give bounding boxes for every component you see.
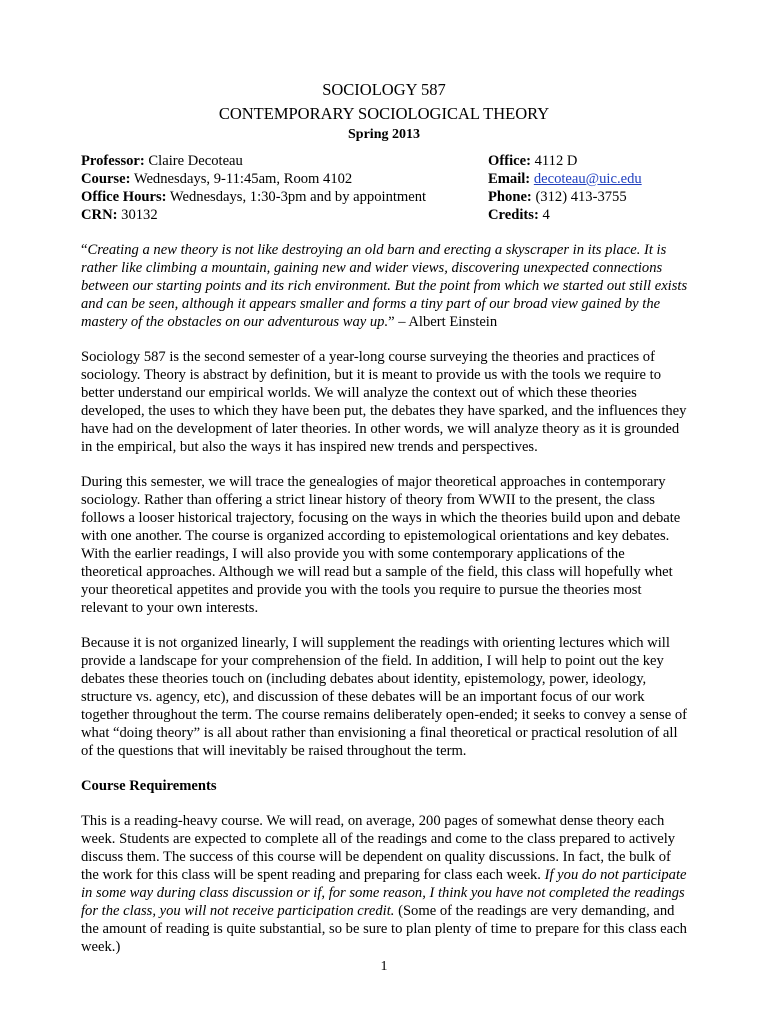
syllabus-header [0,80,768,144]
phone-label: Phone: [488,189,532,205]
office-value: 4112 D [534,153,578,169]
course-requirements-heading: Course Requirements [81,778,217,794]
organization-paragraph: Because it is not organized linearly, I will supplement the readings with orienting lectures which will provide a landscape for your comprehension of the field. In addition, I will help to point out the key debates these theories touch on (including debates about identity, epistemology, power, ideology, structure vs. agency, etc), and discussion of these debates will be an important focus of our work together throughout the term. The course remains deliberately open-ended; it seeks to convey a sense of what “doing theory” is all about rather than envisioning a final theoretical or practical resolution of all of the questions that will inevitably be raised throughout the term. [81,635,687,759]
office-hours-value: Wednesdays, 1:30-3pm and by appointment [169,189,427,205]
crn-value: 30132 [121,207,158,223]
office-hours-field [81,188,488,206]
crn-field [81,206,488,224]
info-row-1 [81,152,701,170]
syllabus-body [81,241,688,973]
office-label: Office: [488,153,531,169]
course-time-field [81,170,488,188]
credits-label: Credits: [488,207,539,223]
crn-label: CRN: [81,207,118,223]
einstein-quote [81,241,688,331]
course-title: CONTEMPORARY SOCIOLOGICAL THEORY [218,104,550,123]
phone-value: (312) 413-3755 [535,189,627,205]
email-field [488,170,642,188]
info-row-3 [81,188,701,206]
professor-field [81,152,488,170]
requirements-italic-text: If you do not participate in some way during class discussion or if, for some reason, I think you have not completed the readings for the class, you will not receive participation credit. [81,867,687,919]
quote-attribution: ” – Albert Einstein [388,314,498,330]
requirements-text: This is a reading-heavy course. We will read, on average, 200 pages of somewhat dense theory each week. Students are expected to complete all of the readings and come to the class prepared to actively discuss them. The success of this course will be dependent on quality discussions. In fact, the bulk of the work for this class will be spent reading and preparing for class each week. [81,813,676,883]
credits-value: 4 [542,207,550,223]
email-link[interactable]: decoteau@uic.edu [533,171,642,187]
course-time-value: Wednesdays, 9-11:45am, Room 4102 [133,171,353,187]
quote-open-mark: “ [81,242,88,258]
professor-value: Claire Decoteau [148,153,243,169]
page-number: 1 [380,959,388,974]
phone-field [488,188,627,206]
info-row-4 [81,206,701,224]
intro-paragraph: Sociology 587 is the second semester of a year-long course surveying the theories and practices of sociology. Theory is abstract by definition, but it is meant to provide us with the tools we require to better understand our empirical worlds. We will analyze the context out of which these theories developed, the uses to which they have been put, the debates they have sparked, and the influences they have had on the development of later theories. In other words, we will analyze theory as it is grounded in the empirical, but also the ways it has inspired new trends and perspectives. [81,349,687,455]
course-requirements-paragraph [81,812,688,956]
course-label: Course: [81,171,131,187]
info-row-2 [81,170,701,188]
email-label: Email: [488,171,531,187]
semester-paragraph: During this semester, we will trace the genealogies of major theoretical approaches in contemporary sociology. Rather than offering a strict linear history of theory from WWII to the present, the class follows a looser historical trajectory, focusing on the ways in which the theories build upon and debate with one another. The course is organized according to epistemological orientations and key debates. With the earlier readings, I will also provide you with some contemporary applications of the theoretical approaches. Although we will read but a sample of the field, this class will hopefully whet your theoretical appetites and provide you with the tools you require to pursue the theories most relevant to your own interests. [81,474,681,616]
quote-text: Creating a new theory is not like destroying an old barn and erecting a skyscraper in its place. It is rather like climbing a mountain, gaining new and wider views, discovering unexpected connections between our starting points and its rich environment. But the point from which we started out still exists and can be seen, although it appears smaller and forms a tiny part of our broad view gained by the mastery of the obstacles on our adventurous way up. [81,242,688,330]
course-term: Spring 2013 [348,127,420,142]
course-info-block [81,152,701,224]
requirements-tail-text: (Some of the readings are very demanding, and the amount of reading is quite substantial, so be sure to plan plenty of time to prepare for this class each week.) [81,903,687,955]
office-hours-label: Office Hours: [81,189,167,205]
office-field [488,152,577,170]
course-number: SOCIOLOGY 587 [322,80,446,99]
professor-label: Professor: [81,153,145,169]
credits-field [488,206,550,224]
